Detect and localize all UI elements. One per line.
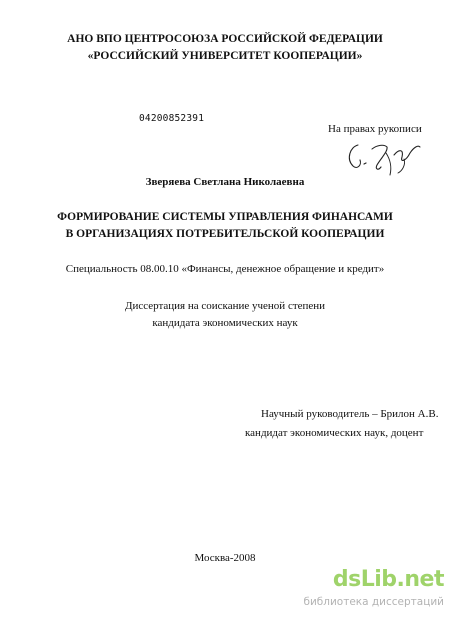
watermark-subtitle: библиотека диссертаций xyxy=(303,596,444,608)
dissertation-title-line1: ФОРМИРОВАНИЕ СИСТЕМЫ УПРАВЛЕНИЯ ФИНАНСАМИ xyxy=(57,211,393,223)
specialty-line: Специальность 08.00.10 «Финансы, денежное обращение и кредит» xyxy=(65,263,385,275)
author-name: Зверяева Светлана Николаевна xyxy=(145,176,305,188)
organization-name-line2: «РОССИЙСКИЙ УНИВЕРСИТЕТ КООПЕРАЦИИ» xyxy=(87,50,363,62)
document-code: 04200852391 xyxy=(139,113,205,124)
rights-note: На правах рукописи xyxy=(328,123,422,135)
dissertation-title-line2: В ОРГАНИЗАЦИЯХ ПОТРЕБИТЕЛЬСКОЙ КООПЕРАЦИИ xyxy=(65,228,385,240)
degree-statement-line2: кандидата экономических наук xyxy=(152,317,298,329)
dslib-watermark xyxy=(303,567,450,619)
advisor-credentials: кандидат экономических наук, доцент xyxy=(245,427,424,439)
handwritten-signature xyxy=(344,135,424,177)
organization-name-line1: АНО ВПО ЦЕНТРОСОЮЗА РОССИЙСКОЙ ФЕДЕРАЦИИ xyxy=(67,33,383,45)
scientific-advisor: Научный руководитель – Брилон А.В. xyxy=(261,408,439,420)
city-year: Москва-2008 xyxy=(194,552,256,564)
watermark-logo: dsLib.net xyxy=(332,567,444,592)
degree-statement-line1: Диссертация на соискание ученой степени xyxy=(124,300,326,312)
